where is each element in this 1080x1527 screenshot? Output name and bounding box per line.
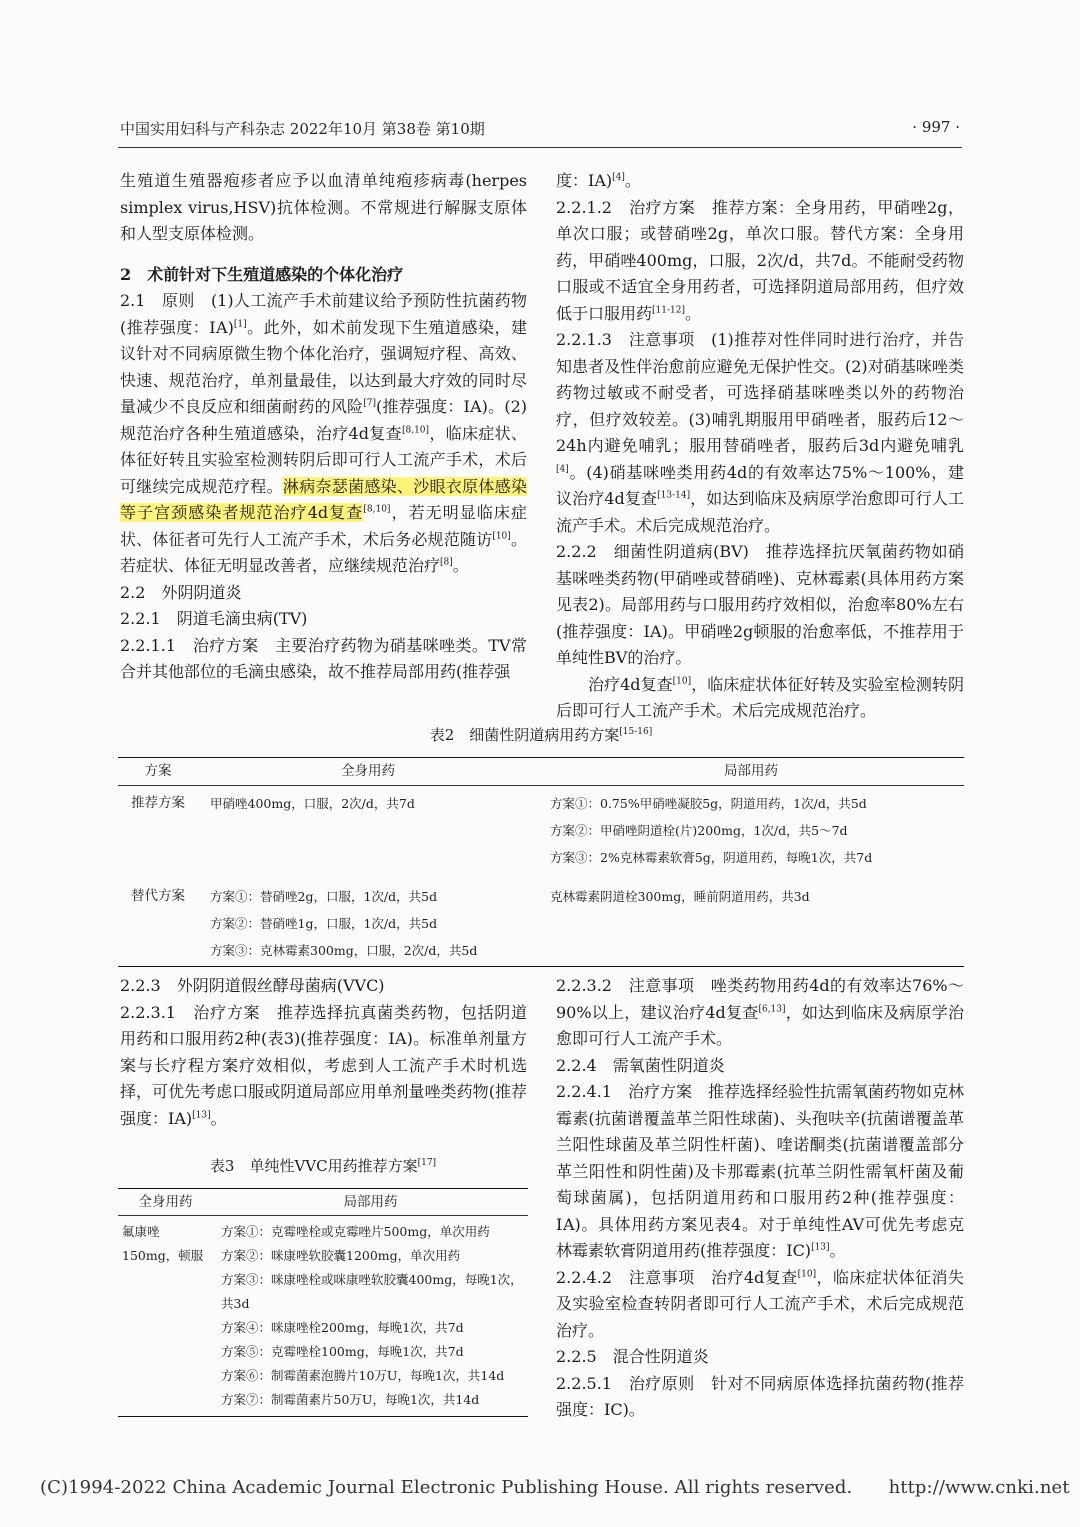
list-item: 方案②：替硝唑1g，口服，1次/d，共5d <box>210 916 438 931</box>
table-header-row <box>118 758 964 786</box>
table-row <box>118 883 964 967</box>
table-cell: 甲硝唑400mg，口服，2次/d，共7d <box>210 796 415 811</box>
right-column-top <box>556 168 964 725</box>
heading-2-2: 2.2 外阴阴道炎 <box>120 582 242 602</box>
table-2-caption: 表2 细菌性阴道病用药方案[15-16] <box>429 726 653 744</box>
list-item: 方案④：咪康唑栓200mg，每晚1次，共7d <box>221 1320 464 1335</box>
table-header-cell: 全身用药 <box>341 763 395 779</box>
row-label: 替代方案 <box>131 888 185 904</box>
heading-2-2-3: 2.2.3 外阴阴道假丝酵母菌病(VVC) <box>120 976 385 995</box>
heading-2-2-4: 2.2.4 需氧菌性阴道炎 <box>556 1055 725 1075</box>
table-3-caption: 表3 单纯性VVC用药推荐方案[17] <box>209 1157 437 1175</box>
table-header-row <box>118 1189 528 1216</box>
table-header-cell: 局部用药 <box>343 1194 398 1210</box>
table-row <box>118 1216 528 1417</box>
paragraph-2-2-3-1: 2.2.3.1 治疗方案 推荐选择抗真菌类药物，包括阴道用药和口服用药2种(表3)(推荐强度：ⅠA)。标准单剂量方案与长疗程方案疗效相似，考虑到人工流产手术时机选择，可优先考虑口服或阴道局部应用单剂量唑类药物(推荐强度：ⅠA)[13]。 <box>120 1002 527 1128</box>
table-cell <box>213 1216 528 1417</box>
paragraph-2-2-1-1: 2.2.1.1 治疗方案 主要治疗药物为硝基咪唑类。TV常合并其他部位的毛滴虫感染，故不推荐局部用药(推荐强 <box>120 635 527 681</box>
paragraph-2-1: 2.1 原则 (1)人工流产手术前建议给予预防性抗菌药物(推荐强度：ⅠA)[1]。此外，如术前发现下生殖道感染，建议针对不同病原微生物个体化治疗，强调短疗程、高效、快速、规范治疗，单剂量最佳，以达到最大疗效的同时尽量减少不良反应和细菌耐药的风险[7](推荐强度：ⅠA)。(2)规范治疗各种生殖道感染，治疗4d复查[8,10]，临床症状、体征好转且实验室检测转阴后即可行人工流产手术，术后可继续完成规范疗程。淋病奈瑟菌感染、沙眼衣原体感染等子宫颈感染者规范治疗4d复查[8,10]，若无明显临床症状、体征者可先行人工流产手术，术后务必规范随访[10]。若症状、体征无明显改善者，应继续规范治疗[8]。 <box>120 291 527 575</box>
list-item: 方案②：咪康唑软胶囊1200mg，单次用药 <box>221 1248 461 1263</box>
paragraph-hsv: 生殖道生殖器疱疹者应予以血清单纯疱疹病毒(herpes simplex virus,HSV)抗体检测。不常规进行解脲支原体和人型支原体检测。 <box>120 171 527 243</box>
list-item: 方案①：替硝唑2g，口服，1次/d，共5d <box>210 889 438 904</box>
left-column-top <box>120 168 527 686</box>
page-number: · 997 · <box>912 118 960 136</box>
row-label: 推荐方案 <box>131 795 185 811</box>
paragraph-2-2-2: 2.2.2 细菌性阴道病(BV) 推荐选择抗厌氧菌药物如硝基咪唑类药物(甲硝唑或替硝唑)、克林霉素(具体用药方案见表2)。局部用药与口服用药疗效相似，治愈率80%左右(推荐强度：ⅠA)。甲硝唑2g顿服的治愈率低，不推荐用于单纯性BV的治疗。 <box>556 542 964 667</box>
table-cell: 氟康唑150mg，顿服 <box>122 1224 204 1263</box>
list-item: 方案①：0.75%甲硝唑凝胶5g，阴道用药，1次/d，共5d <box>550 796 867 811</box>
journal-header: 中国实用妇科与产科杂志 2022年10月 第38卷 第10期 <box>120 120 485 138</box>
right-column-bottom <box>556 973 964 1424</box>
section-2-title: 2 术前针对下生殖道感染的个体化治疗 <box>120 264 404 284</box>
heading-2-2-1: 2.2.1 阴道毛滴虫病(TV) <box>120 609 308 628</box>
copyright-footer: (C)1994-2022 China Academic Journal Electronic Publishing House. All rights reserved. http://www.cnki.net <box>40 1477 1070 1498</box>
table-cell: 克林霉素阴道栓300mg，睡前阴道用药，共3d <box>550 889 810 904</box>
table-cell <box>538 786 964 884</box>
list-item: 方案①：克霉唑栓或克霉唑片500mg，单次用药 <box>221 1224 490 1239</box>
list-item: 方案⑦：制霉菌素片50万U，每晚1次，共14d <box>221 1392 480 1407</box>
table-cell <box>198 883 538 967</box>
left-column-bottom <box>120 973 527 1132</box>
list-item: 方案⑥：制霉菌素泡腾片10万U，每晚1次，共14d <box>221 1368 505 1383</box>
table-header-cell: 方案 <box>144 763 172 779</box>
paragraph-2-2-4-1: 2.2.4.1 治疗方案 推荐选择经验性抗需氧菌药物如克林霉素(抗菌谱覆盖革兰阳性球菌)、头孢呋辛(抗菌谱覆盖革兰阳性球菌及革兰阴性杆菌)、喹诺酮类(抗菌谱覆盖部分革兰阳性和阴性菌)及卡那霉素(抗革兰阴性需氧杆菌及葡萄球菌属)，包括阴道用药和口服用药2种(推荐强度：ⅠA)。具体用药方案见表4。对于单纯性AV可优先考虑克林霉素软膏阴道用药(推荐强度：ⅠC)[13]。 <box>556 1082 964 1260</box>
paragraph-2-2-2-followup: 治疗4d复查[10]，临床症状体征好转及实验室检测转阴后即可行人工流产手术。术后完成规范治疗。 <box>556 674 964 720</box>
list-item: 方案③：2%克林霉素软膏5g，阴道用药，每晚1次，共7d <box>550 850 873 865</box>
list-item: 方案③：咪康唑栓或咪康唑软胶囊400mg，每晚1次，共3d <box>221 1272 523 1311</box>
table-3 <box>118 1188 528 1417</box>
paragraph-2-2-5-1: 2.2.5.1 治疗原则 针对不同病原体选择抗菌药物(推荐强度：ⅠC)。 <box>556 1373 964 1419</box>
list-item: 方案⑤：克霉唑栓100mg，每晚1次，共7d <box>221 1344 464 1359</box>
paragraph-continued: 度：ⅠA)[4]。 <box>556 171 641 190</box>
table-header-cell: 全身用药 <box>138 1194 193 1210</box>
paragraph-2-2-3-2: 2.2.3.2 注意事项 唑类药物用药4d的有效率达76%～90%以上，建议治疗4d复查[6,13]，如达到临床及病原学治愈即可行人工流产手术。 <box>556 976 964 1048</box>
highlighted-text: 淋病奈瑟菌感染、沙眼衣原体感染等子宫颈感染者规范治疗4d复查 <box>120 476 527 522</box>
table-row <box>118 786 964 884</box>
list-item: 方案②：甲硝唑阴道栓(片)200mg，1次/d，共5～7d <box>550 823 848 838</box>
table-2 <box>118 757 964 967</box>
paragraph-2-2-1-3: 2.2.1.3 注意事项 (1)推荐对性伴同时进行治疗，并告知患者及性伴治愈前应避免无保护性交。(2)对硝基咪唑类药物过敏或不耐受者，可选择硝基咪唑类以外的药物治疗，但疗效较差。(3)哺乳期服用甲硝唑者，服药后12～24h内避免哺乳；服用替硝唑者，服药后3d内避免哺乳[4]。(4)硝基咪唑类用药4d的有效率达75%～100%，建议治疗4d复查[13-14]，如达到临床及病原学治愈即可行人工流产手术。术后完成规范治疗。 <box>556 330 964 535</box>
heading-2-2-5: 2.2.5 混合性阴道炎 <box>556 1347 709 1366</box>
paragraph-2-2-1-2: 2.2.1.2 治疗方案 推荐方案：全身用药，甲硝唑2g，单次口服；或替硝唑2g，单次口服。替代方案：全身用药，甲硝唑400mg，口服，2次/d，共7d。不能耐受药物口服或不适宜全身用药者，可选择阴道局部用药，但疗效低于口服用药[11-12]。 <box>556 197 964 323</box>
table-header-cell: 局部用药 <box>724 763 778 779</box>
paragraph-2-2-4-2: 2.2.4.2 注意事项 治疗4d复查[10]，临床症状体征消失及实验室检查转阴者即可行人工流产手术，术后完成规范治疗。 <box>556 1267 964 1340</box>
list-item: 方案③：克林霉素300mg，口服，2次/d，共5d <box>210 943 478 958</box>
header-rule <box>118 147 962 148</box>
